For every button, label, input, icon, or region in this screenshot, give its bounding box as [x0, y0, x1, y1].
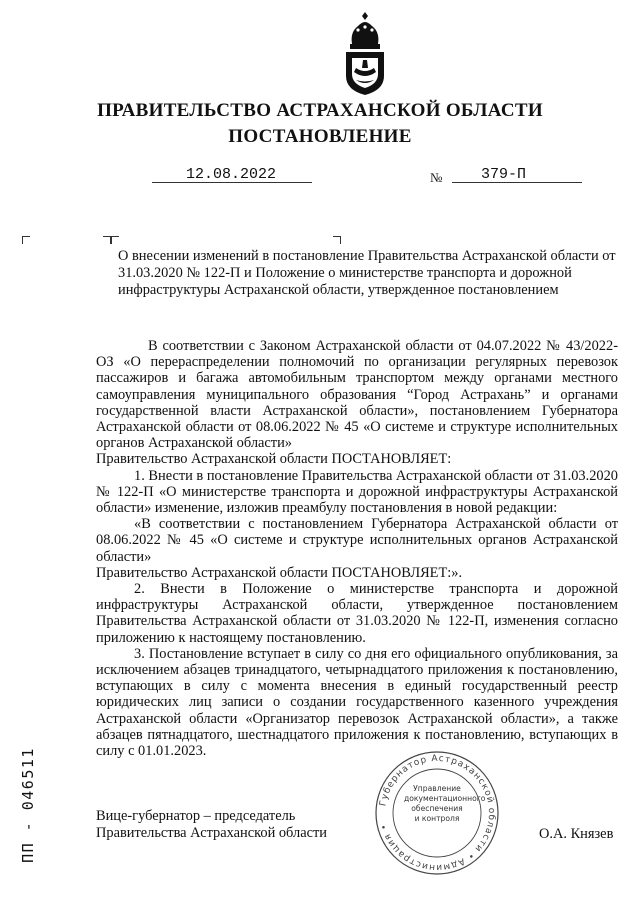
body-paragraph: В соответствии с Законом Астраханской области от 04.07.2022 № 43/2022-ОЗ «О перераспределении полномочий по организации регулярных перевозок пассажиров и багажа автомобильным транспортом между органами местного самоуправления муниципального образования “Город Астрахань” и органами государственной власти Астраханской области», постановлением Губернатора Астраханской области от 08.06.2022 № 45 «О системе и структуре исполнительных органов Астраханской области»	[96, 338, 618, 452]
stamp-center-text: Управление документационного обеспечения и контроля	[404, 784, 486, 823]
body-paragraph: 3. Постановление вступает в силу со дня его официального опубликования, за исключением абзацев тринадцатого, четырнадцатого приложения к постановлению, вступающих в силу с момента внесения в единый государственный реестр юридических лиц записи о создании государственного казенного учреждения Астраханской области «Организатор перевозок Астраханской области», а также абзацев пятнадцатого, шестнадцатого приложения к постановлению, вступающих в силу с 01.01.2023.	[96, 645, 618, 760]
organization-name: ПРАВИТЕЛЬСТВО АСТРАХАНСКОЙ ОБЛАСТИ	[97, 100, 543, 121]
body-paragraph: 1. Внести в постановление Правительства Астраханской области от 31.03.2020 № 122-П «О министерстве транспорта и дорожной инфраструктуры Астраханской области» изменение, изложив преамбулу постановления в новой редакции:	[96, 467, 618, 517]
number-sign: №	[430, 170, 443, 185]
corner-mark	[111, 236, 119, 244]
corner-mark	[22, 236, 30, 244]
corner-mark	[333, 236, 341, 244]
body-paragraph: Правительство Астраханской области ПОСТАНОВЛЯЕТ:».	[96, 564, 463, 581]
document-body	[96, 338, 618, 759]
registration-number: ПП - 046511	[19, 747, 37, 863]
signer-position: Вице-губернатор – председатель Правительства Астраханской области	[96, 808, 327, 841]
document-number: 379-П	[481, 166, 527, 183]
number-underline	[452, 182, 582, 183]
body-paragraph: Правительство Астраханской области ПОСТАНОВЛЯЕТ:	[96, 451, 452, 468]
signer-name: О.А. Князев	[539, 826, 614, 842]
document-type: ПОСТАНОВЛЕНИЕ	[228, 126, 412, 147]
document-date: 12.08.2022	[186, 166, 277, 183]
corner-mark	[103, 236, 111, 244]
stamp-ring-text: Губернатор Астраханской области • Администрация •	[378, 753, 497, 873]
body-paragraph: 2. Внести в Положение о министерстве транспорта и дорожной инфраструктуры Астраханской области, утвержденное постановлением Правительства Астраханской области от 31.03.2020 № 122-П, изменения согласно приложению к настоящему постановлению.	[96, 581, 618, 646]
document-subject: О внесении изменений в постановление Правительства Астраханской области от 31.03.2020 № 122-П и Положение о министерстве транспорта и дорожной инфраструктуры Астраханской области, утвержденное постановлением	[118, 248, 616, 298]
coat-of-arms-emblem	[340, 10, 390, 96]
body-paragraph: «В соответствии с постановлением Губернатора Астраханской области от 08.06.2022 № 45 «О системе и структуре исполнительных органов Астраханской области»	[96, 516, 618, 565]
date-underline	[152, 182, 312, 183]
